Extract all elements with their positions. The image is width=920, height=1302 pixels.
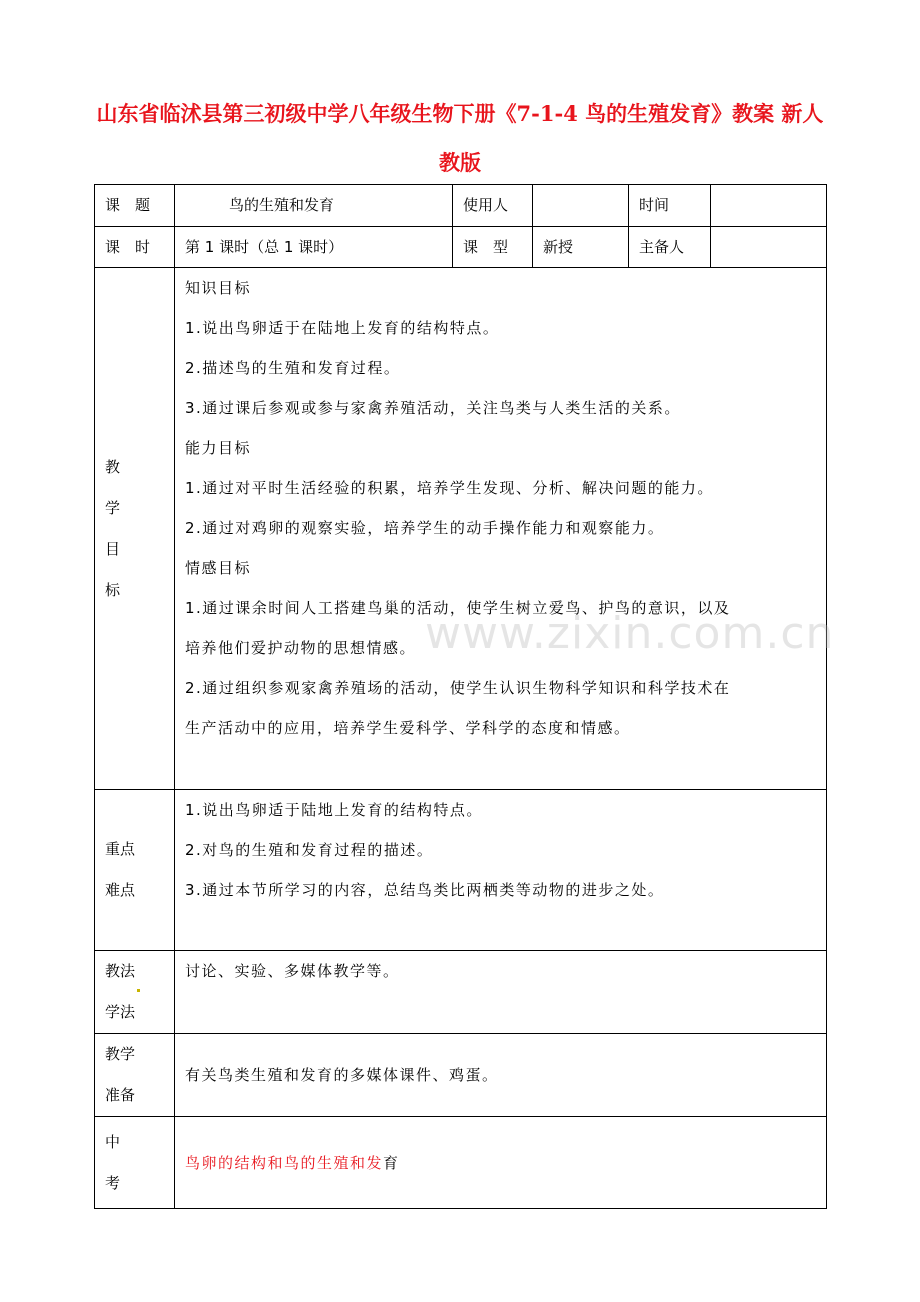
goals-heading-emotion: 情感目标 <box>185 559 252 577</box>
preparation-label-line: 教学 <box>105 1045 136 1063</box>
lesson-plan-table <box>94 184 827 1209</box>
preparation-text: 有关鸟类生殖和发育的多媒体课件、鸡蛋。 <box>185 1066 499 1084</box>
preparation-label-line: 准备 <box>105 1086 136 1104</box>
exam-text-tail: 育 <box>383 1153 400 1172</box>
watermark-text: www.zixin.com.cn <box>425 608 835 659</box>
topic-label: 课 题 <box>95 185 175 227</box>
time-value <box>711 185 827 227</box>
key-points-label <box>95 790 175 951</box>
goals-line: 1.说出鸟卵适于在陆地上发育的结构特点。 <box>185 319 500 337</box>
exam-label-line: 考 <box>105 1173 121 1192</box>
user-value <box>533 185 629 227</box>
type-label: 课 型 <box>453 227 533 268</box>
marker-dot-icon <box>137 989 140 992</box>
key-points-label-line: 重点 <box>105 840 136 858</box>
key-points-label-line: 难点 <box>105 881 136 899</box>
key-point-line: 3.通过本节所学习的内容，总结鸟类比两栖类等动物的进步之处。 <box>185 881 665 899</box>
goals-label-char: 教 <box>105 457 121 476</box>
key-points-content <box>175 790 827 951</box>
goals-line: 2.通过对鸡卵的观察实验，培养学生的动手操作能力和观察能力。 <box>185 519 665 537</box>
goals-line: 培养他们爱护动物的思想情感。 <box>185 639 417 657</box>
goals-line: 2.描述鸟的生殖和发育过程。 <box>185 359 401 377</box>
methods-label-line: 学法 <box>105 1003 136 1021</box>
goals-line: 2.通过组织参观家禽养殖场的活动，使学生认识生物科学知识和科学技术在 <box>185 679 731 697</box>
goals-line: 1.通过课余时间人工搭建鸟巢的活动，使学生树立爱鸟、护鸟的意识，以及 <box>185 599 731 617</box>
exam-text <box>175 1143 826 1183</box>
methods-content <box>175 951 827 1034</box>
goals-heading-knowledge: 知识目标 <box>185 279 252 297</box>
teaching-goals-content <box>175 268 827 790</box>
exam-content <box>175 1117 827 1209</box>
goals-line: 3.通过课后参观或参与家禽养殖活动，关注鸟类与人类生活的关系。 <box>185 399 681 417</box>
preparation-label <box>95 1034 175 1117</box>
goals-label-char: 目 <box>105 539 121 558</box>
time-label: 时间 <box>629 185 711 227</box>
preparer-value <box>711 227 827 268</box>
exam-label-line: 中 <box>105 1132 121 1151</box>
methods-label <box>95 951 175 1034</box>
type-value: 新授 <box>533 227 629 268</box>
key-point-line: 1.说出鸟卵适于陆地上发育的结构特点。 <box>185 801 483 819</box>
exam-label <box>95 1117 175 1209</box>
period-label: 课 时 <box>95 227 175 268</box>
goals-label-char: 学 <box>105 498 121 517</box>
methods-label-line: 教法 <box>105 962 136 980</box>
document-title-line2: 教版 <box>439 150 481 175</box>
goals-line: 1.通过对平时生活经验的积累，培养学生发现、分析、解决问题的能力。 <box>185 479 714 497</box>
exam-text-highlight: 鸟卵的结构和鸟的生殖和发 <box>185 1153 384 1172</box>
key-point-line: 2.对鸟的生殖和发育过程的描述。 <box>185 841 434 859</box>
goals-heading-ability: 能力目标 <box>185 439 252 457</box>
methods-text: 讨论、实验、多媒体教学等。 <box>185 962 400 980</box>
goals-label-char: 标 <box>105 580 121 599</box>
user-label: 使用人 <box>453 185 533 227</box>
document-title-line1: 山东省临沭县第三初级中学八年级生物下册《7-1-4 鸟的生殖发育》教案 新人 <box>96 101 824 126</box>
preparation-content <box>175 1034 827 1117</box>
topic-value: 鸟的生殖和发育 <box>175 185 453 227</box>
teaching-goals-label <box>95 268 175 790</box>
goals-line: 生产活动中的应用，培养学生爱科学、学科学的态度和情感。 <box>185 719 631 737</box>
period-value: 第 1 课时（总 1 课时） <box>175 227 453 268</box>
preparer-label: 主备人 <box>629 227 711 268</box>
